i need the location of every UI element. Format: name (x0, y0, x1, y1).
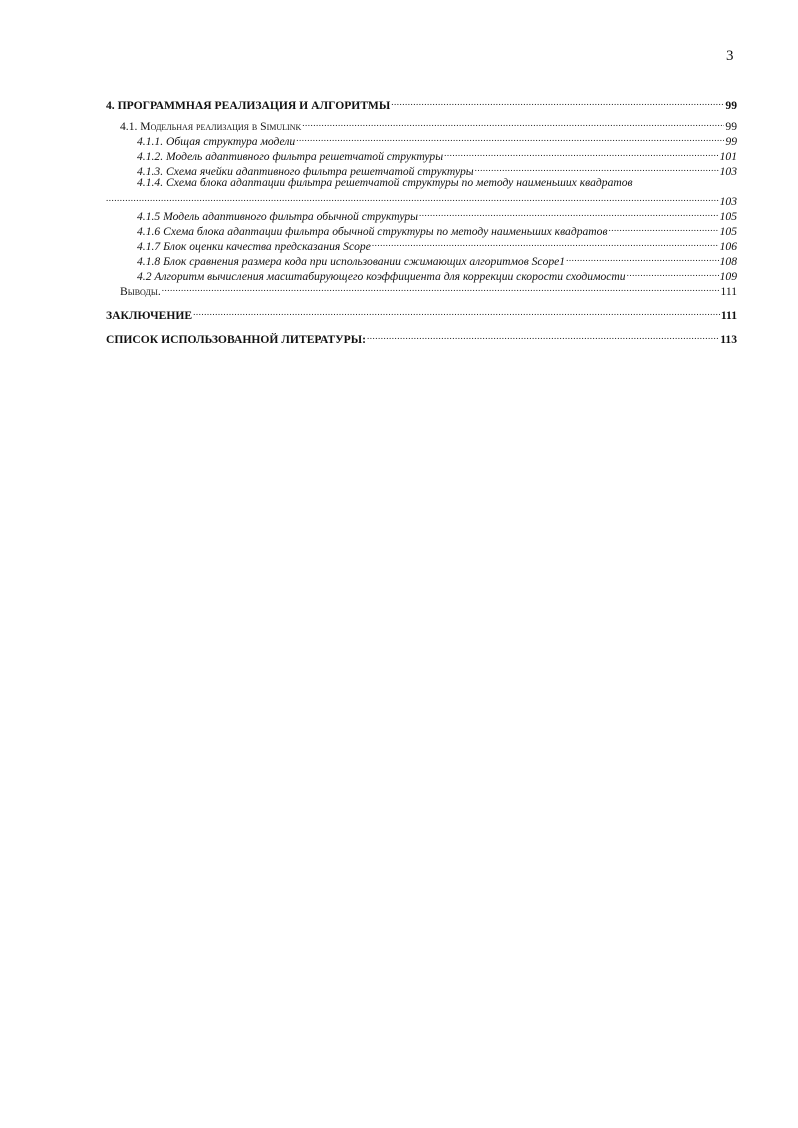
dot-leader (302, 115, 724, 130)
toc-entry-page: 99 (725, 135, 737, 148)
dot-leader (391, 94, 724, 109)
dot-leader (162, 280, 720, 295)
toc-entry-title: Выводы. (120, 285, 161, 298)
dot-leader (444, 145, 719, 160)
toc-entry-page: 105 (719, 210, 737, 223)
dot-leader (566, 250, 719, 265)
toc-entry-4-1-5[interactable] (106, 205, 737, 223)
dot-leader (475, 160, 719, 175)
dot-leader (627, 265, 719, 280)
toc-entry-conclusions[interactable] (106, 280, 737, 298)
dot-leader (367, 328, 719, 343)
toc-entry-4-1-4-continuation[interactable] (106, 190, 737, 208)
toc-entry-title: 4.1.5 Модель адаптивного фильтра обычной структуры (137, 210, 419, 223)
toc-entry-title: 4. ПРОГРАММНАЯ РЕАЛИЗАЦИЯ И АЛГОРИТМЫ (106, 99, 391, 112)
toc-entry-page: 105 (719, 225, 737, 238)
toc-entry-page: 99 (725, 99, 737, 112)
toc-entry-title: 4.1.3. Схема ячейки адаптивного фильтра решетчатой структуры (137, 165, 474, 178)
dot-leader (296, 130, 724, 145)
toc-entry-section-4-1[interactable] (106, 115, 737, 133)
toc-entry-page: 111 (720, 309, 737, 322)
toc-entry-title: ЗАКЛЮЧЕНИЕ (106, 309, 193, 322)
toc-entry-4-1-4-title[interactable]: 4.1.4. Схема блока адаптации фильтра решетчатой структуры по методу наименьших квадратов (137, 176, 633, 189)
dot-leader (609, 220, 719, 235)
toc-entry-page: 103 (719, 165, 737, 178)
toc-entry-title: 4.1.6 Схема блока адаптации фильтра обычной структуры по методу наименьших квадратов (137, 225, 608, 238)
toc-entry-page: 108 (719, 255, 737, 268)
toc-entry-title: СПИСОК ИСПОЛЬЗОВАННОЙ ЛИТЕРАТУРЫ: (106, 333, 366, 346)
toc-entry-references[interactable] (106, 328, 737, 346)
toc-entry-page: 111 (720, 285, 737, 298)
toc-entry-conclusion[interactable] (106, 304, 737, 322)
toc-entry-page: 103 (719, 195, 737, 208)
toc-entry-title: 4.1. Модельная реализация в Simulink (120, 120, 302, 133)
toc-entry-title: 4.1.1. Общая структура модели (137, 135, 296, 148)
toc-entry-page: 109 (719, 270, 737, 283)
toc-entry-page: 113 (720, 333, 737, 346)
toc-entry-page: 101 (719, 150, 737, 163)
toc-entry-title: 4.1.7 Блок оценки качества предсказания Scope (137, 240, 371, 253)
toc-entry-title: 4.2 Алгоритм вычисления масштабирующего коэффициента для коррекции скорости сходимости (137, 270, 626, 283)
toc-entry-page: 99 (725, 120, 737, 133)
toc-entry-page: 106 (719, 240, 737, 253)
toc-entry-chapter-4[interactable] (106, 94, 737, 112)
table-of-contents (106, 94, 737, 346)
dot-leader (106, 190, 719, 205)
page-number: 3 (726, 48, 734, 64)
dot-leader (372, 235, 719, 250)
dot-leader (193, 304, 720, 319)
dot-leader (419, 205, 719, 220)
toc-entry-title: 4.1.2. Модель адаптивного фильтра решетчатой структуры (137, 150, 444, 163)
toc-entry-title: 4.1.8 Блок сравнения размера кода при использовании сжимающих алгоритмов Scope1 (137, 255, 566, 268)
